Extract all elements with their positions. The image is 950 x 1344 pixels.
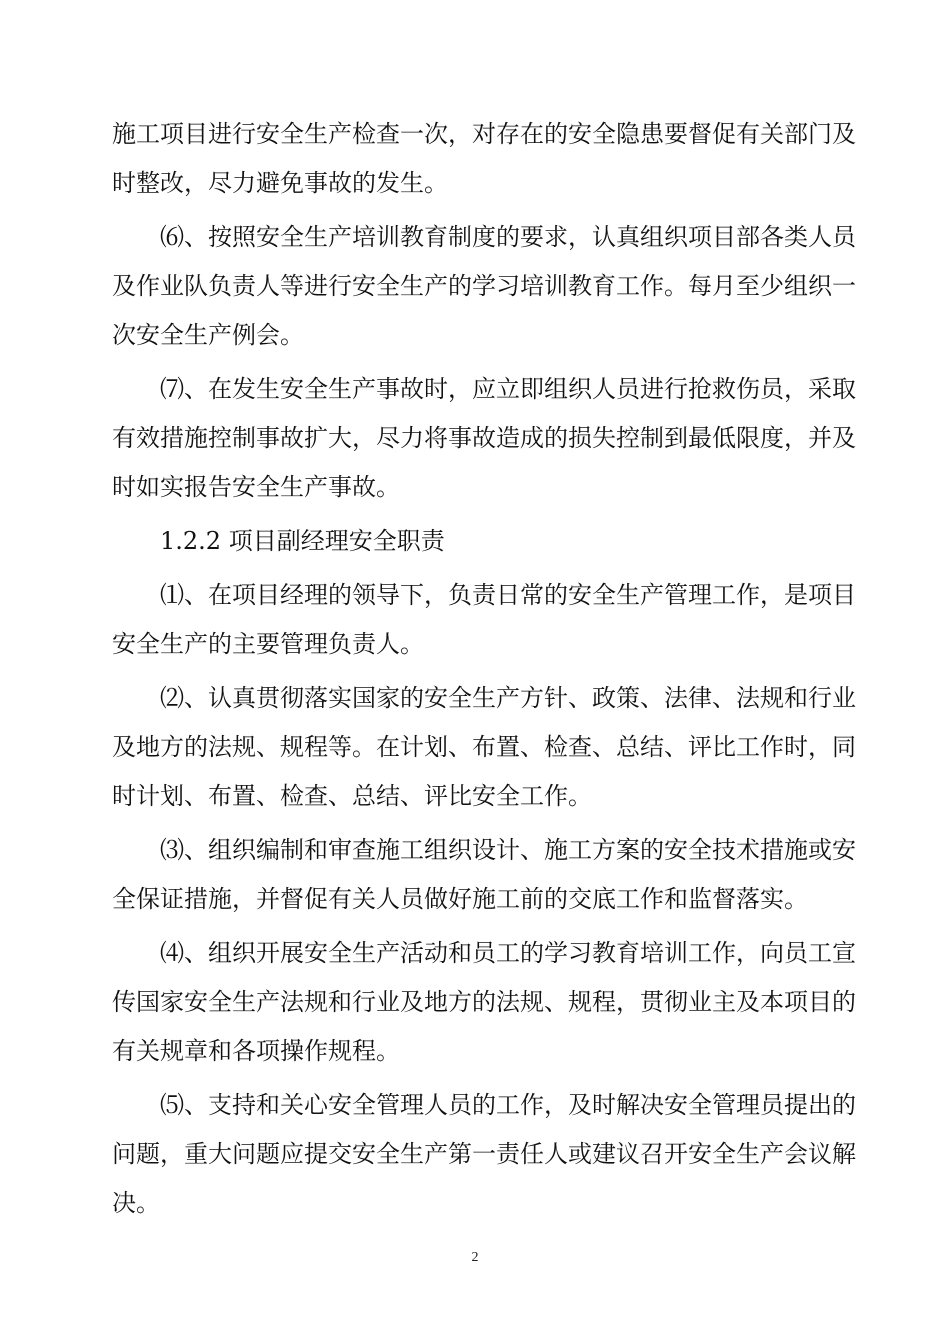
text-line: 问题，重大问题应提交安全生产第一责任人或建议召开安全生产会议解	[112, 1140, 856, 1168]
text-line: 决。	[112, 1189, 160, 1217]
text-line: 次安全生产例会。	[112, 321, 304, 349]
paragraph-item-2	[112, 674, 862, 821]
document-body	[112, 110, 862, 1228]
text-line: 传国家安全生产法规和行业及地方的法规、规程，贯彻业主及本项目的	[112, 988, 856, 1016]
text-line: 安全生产的主要管理负责人。	[112, 630, 424, 658]
text-line: 及地方的法规、规程等。在计划、布置、检查、总结、评比工作时，同	[112, 733, 856, 761]
paragraph-item-5	[112, 1081, 862, 1228]
text-line: 及作业队负责人等进行安全生产的学习培训教育工作。每月至少组织一	[112, 272, 856, 300]
text-line: 施工项目进行安全生产检查一次，对存在的安全隐患要督促有关部门及	[112, 120, 856, 148]
text-line: ⑵、认真贯彻落实国家的安全生产方针、政策、法律、法规和行业	[160, 684, 856, 712]
text-line: 时如实报告安全生产事故。	[112, 473, 400, 501]
text-line: ⑹、按照安全生产培训教育制度的要求，认真组织项目部各类人员	[160, 223, 856, 251]
paragraph-item-1	[112, 571, 862, 669]
paragraph-item-4	[112, 929, 862, 1076]
text-line: ⑸、支持和关心安全管理人员的工作，及时解决安全管理员提出的	[160, 1091, 856, 1119]
text-line: 有效措施控制事故扩大，尽力将事故造成的损失控制到最低限度，并及	[112, 424, 856, 452]
paragraph-continuation	[112, 110, 862, 208]
text-line: 时计划、布置、检查、总结、评比安全工作。	[112, 782, 592, 810]
text-line: ⑴、在项目经理的领导下，负责日常的安全生产管理工作，是项目	[160, 581, 856, 609]
text-line: ⑶、组织编制和审查施工组织设计、施工方案的安全技术措施或安	[160, 836, 856, 864]
paragraph-item-7	[112, 365, 862, 512]
section-heading: 1.2.2 项目副经理安全职责	[160, 527, 445, 555]
text-line: ⑷、组织开展安全生产活动和员工的学习教育培训工作，向员工宣	[160, 939, 856, 967]
text-line: 有关规章和各项操作规程。	[112, 1037, 400, 1065]
text-line: 时整改，尽力避免事故的发生。	[112, 169, 448, 197]
text-line: 全保证措施，并督促有关人员做好施工前的交底工作和监督落实。	[112, 885, 808, 913]
text-line: ⑺、在发生安全生产事故时，应立即组织人员进行抢救伤员，采取	[160, 375, 856, 403]
page-number: 2	[471, 1250, 479, 1265]
paragraph-item-3	[112, 826, 862, 924]
paragraph-item-6	[112, 213, 862, 360]
